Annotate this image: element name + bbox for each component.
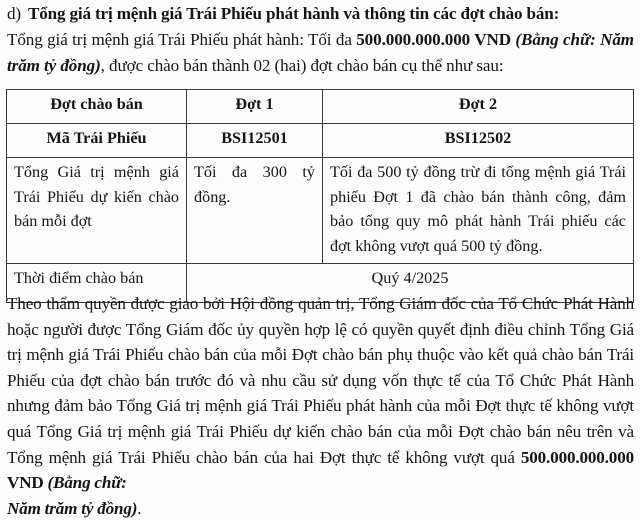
table-value-par-value-2: Tối đa 500 tỷ đồng trừ đi tổng mệnh giá Trái phiếu Đợt 1 đã chào bán thành công, đảm bảo tổng quy mô phát hành Trái phiếu các đợt không vượt quá 500 tỷ đồng. — [323, 158, 634, 264]
intro-amount-words: (Bằng chữ: Năm trăm tỷ đồng) — [7, 30, 634, 75]
table-value-par-value-1: Tối đa 300 tỷ đồng. — [187, 158, 323, 264]
intro-paragraph — [7, 27, 634, 78]
table-label-offering-time: Thời điểm chào bán — [7, 264, 187, 303]
table-value-bond-code-2: BSI12502 — [323, 124, 634, 158]
body-paragraph-amount: 500.000.000.000 VND — [7, 447, 634, 493]
table-row — [7, 90, 634, 124]
body-paragraph — [7, 291, 634, 521]
table-header-round-1: Đợt 1 — [187, 90, 323, 124]
table-label-bond-code: Mã Trái Phiếu — [7, 124, 187, 158]
intro-text-part1: Tổng giá trị mệnh giá Trái Phiếu phát hành: Tối đa — [7, 30, 357, 49]
bond-offering-table — [6, 89, 634, 303]
table-header-round-2: Đợt 2 — [323, 90, 634, 124]
body-paragraph-amount-words-1: (Bằng chữ: — [47, 473, 127, 493]
body-paragraph-tail — [7, 496, 634, 521]
section-heading — [7, 2, 633, 26]
intro-text-part2: , được chào bán thành 02 (hai) đợt chào bán cụ thể như sau: — [100, 55, 504, 75]
section-marker: d) — [7, 4, 21, 23]
section-heading-text: Tổng giá trị mệnh giá Trái Phiếu phát hành và thông tin các đợt chào bán: — [27, 4, 560, 23]
table-row — [7, 158, 634, 264]
table-row — [7, 124, 634, 158]
table-label-total-par-value: Tổng Giá trị mệnh giá Trái Phiếu dự kiến chào bán mỗi đợt — [7, 158, 187, 264]
intro-amount: 500.000.000.000 VND — [356, 30, 511, 49]
body-paragraph-amount-words-2: Năm trăm tỷ đồng) — [7, 498, 138, 518]
table-header-offering-round: Đợt chào bán — [7, 90, 187, 124]
table-value-bond-code-1: BSI12501 — [187, 124, 323, 158]
body-paragraph-text: Theo thẩm quyền được giao bởi Hội đồng quản trị, Tổng Giám đốc của Tổ Chức Phát Hành hoặc người được Tổng Giám đốc ủy quyền hợp lệ có quyền quyết định điều chỉnh Tổng Giá trị mệnh giá Trái Phiếu chào bán của mỗi Đợt chào bán phụ thuộc vào kết quả chào bán Trái Phiếu của đợt chào bán trước đó và nhu cầu sử dụng vốn thực tế của Tổ Chức Phát Hành nhưng đảm bảo Tổng Giá trị mệnh giá Trái Phiếu phát hành của mỗi Đợt thực tế không vượt quá Tổng Giá trị mệnh giá Trái Phiếu dự kiến chào bán của mỗi Đợt chào bán nêu trên và Tổng mệnh giá Trái Phiếu chào bán của hai Đợt thực tế không vượt quá — [7, 294, 634, 467]
body-paragraph-period: . — [137, 498, 142, 518]
table-value-offering-time: Quý 4/2025 — [187, 264, 634, 303]
bond-offering-table-wrapper — [6, 89, 633, 303]
